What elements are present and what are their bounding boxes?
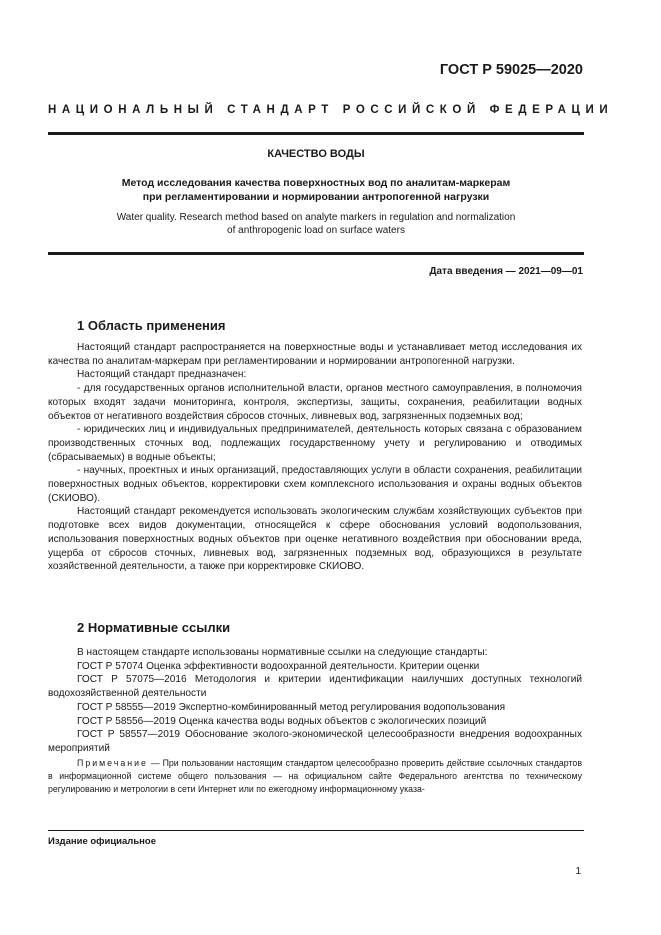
section-1-paragraph: - для государственных органов исполнительной власти, органов местного самоуправления, в полномочия которых входят задачи мониторинга, контроля, экспертизы, защиты, сохранения, реабилитации водных объектов от негативного воздействия сбросов сточных, ливневых вод, загрязненных подземных вод;	[48, 383, 582, 422]
introduction-date: Дата введения — 2021—09—01	[429, 266, 583, 277]
section-1-paragraph: - научных, проектных и иных организаций, предоставляющих услуги в области сохранения, реабилитации поверхностных водных объектов, корректировки схем комплексного использования и охраны водных объектов (СКИОВО).	[48, 465, 582, 504]
subtitle-en-line-2: of anthropogenic load on surface waters	[227, 225, 405, 236]
top-divider	[48, 132, 584, 135]
references-intro: В настоящем стандарте использованы нормативные ссылки на следующие стандарты:	[77, 647, 488, 658]
section-2-heading: 2 Нормативные ссылки	[77, 620, 231, 635]
footer-divider	[48, 830, 584, 831]
page-number: 1	[575, 866, 581, 877]
normative-references-list	[48, 646, 582, 756]
section-1-body	[48, 341, 582, 574]
reference-item: ГОСТ Р 57075—2016 Методология и критерии идентификации наилучших доступных технологий водохозяйственной деятельности	[48, 674, 582, 700]
national-standard-title: НАЦИОНАЛЬНЫЙ СТАНДАРТ РОССИЙСКОЙ ФЕДЕРАЦИИ	[48, 104, 614, 116]
note-paragraph	[48, 757, 582, 796]
reference-item: ГОСТ Р 58556—2019 Оценка качества воды водных объектов с экологических позиций	[77, 715, 487, 727]
section-1-paragraph: - юридических лиц и индивидуальных предпринимателей, деятельность которых связана с образованием производственных сточных вод, подлежащих государственному учету и регулированию и отводимых (сбрасываемых) в водные объекты;	[48, 424, 582, 463]
section-1-paragraph: Настоящий стандарт рекомендуется использовать экологическим службам хозяйствующих субъектов при подготовке всех видов документации, относящейся к сфере обоснования условий водопользования, использования поверхностных водных объектов при оценке негативного воздействия при обосновании вреда, ущерба от сбросов сточных, ливневых вод, загрязненных подземных вод, образующихся в результате хозяйственной деятельности, а также при корректировке СКИОВО.	[48, 506, 582, 573]
section-1-paragraph: Настоящий стандарт распространяется на поверхностные воды и устанавливает метод исследования их качества по аналитам-маркерам при регламентировании и нормировании антропогенной нагрузки.	[48, 342, 582, 367]
note-text: — При пользовании настоящим стандартом целесообразно проверить действие ссылочных стандартов в информационной системе общего пользования — на официальном сайте Федерального агентства по техническому регулированию и метрологии в сети Интернет или по ежегодному информационному указа-	[48, 758, 582, 794]
section-1-heading: 1 Область применения	[77, 318, 226, 333]
document-subtitle-ru	[48, 176, 584, 204]
reference-item: ГОСТ Р 58555—2019 Экспертно-комбинированный метод регулирования водопользования	[77, 701, 506, 713]
subtitle-en-line-1: Water quality. Research method based on analyte markers in regulation and normalization	[116, 212, 516, 223]
note-label: Примечание	[77, 758, 148, 768]
document-title: КАЧЕСТВО ВОДЫ	[267, 148, 365, 160]
standard-number: ГОСТ Р 59025—2020	[439, 62, 583, 78]
subtitle-ru-line-2: при регламентировании и нормировании антропогенной нагрузки	[142, 191, 490, 203]
reference-item: ГОСТ Р 58557—2019 Обоснование эколого-экономической целесообразности внедрения водоохранных мероприятий	[48, 729, 582, 754]
section-1-paragraph: Настоящий стандарт предназначен:	[77, 369, 247, 381]
subtitle-ru-line-1: Метод исследования качества поверхностных вод по аналитам-маркерам	[121, 177, 511, 189]
reference-item: ГОСТ Р 57074 Оценка эффективности водоохранной деятельности. Критерии оценки	[77, 660, 480, 672]
document-subtitle-en	[48, 211, 584, 237]
title-divider	[48, 252, 584, 255]
official-edition-label: Издание официальное	[48, 836, 156, 847]
